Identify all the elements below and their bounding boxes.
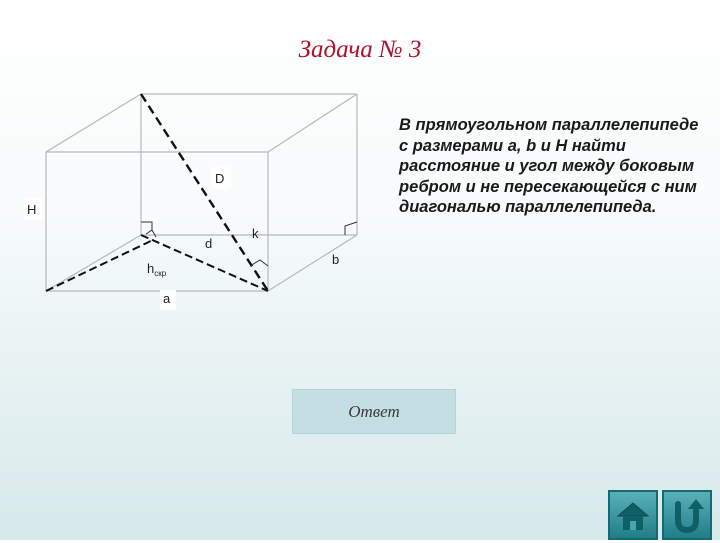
right-angle-mark-3 [345, 222, 357, 235]
right-angle-mark-4 [146, 230, 156, 237]
label-H: H [27, 202, 37, 217]
label-h: h [147, 261, 155, 276]
label-d: d [205, 236, 213, 251]
answer-button[interactable]: Ответ [292, 389, 456, 434]
label-h-skr [147, 261, 167, 278]
label-b: b [332, 252, 340, 267]
edge-top-right [268, 94, 357, 152]
slide-title: Задача № 3 [298, 36, 422, 63]
label-h-subscript: скр [154, 269, 167, 278]
home-icon [610, 492, 656, 538]
return-button[interactable] [662, 490, 712, 540]
return-arrow-icon [664, 492, 710, 538]
edge-bottom-right [268, 235, 357, 291]
home-button[interactable] [608, 490, 658, 540]
right-angle-mark-1 [141, 222, 152, 231]
edge-bottom-left [46, 235, 141, 291]
label-D: D [215, 171, 225, 186]
diagonal-D [141, 94, 268, 291]
problem-statement: В прямоугольном параллелепипеде с размерами a, b и H найти расстояние и угол между боковым ребром и не пересекающейся с ним диагональю параллелепипеда. [399, 116, 699, 217]
distance-h-skr [46, 240, 153, 291]
label-a: a [163, 291, 171, 306]
edge-top-left [46, 94, 141, 152]
label-k: k [252, 226, 259, 241]
